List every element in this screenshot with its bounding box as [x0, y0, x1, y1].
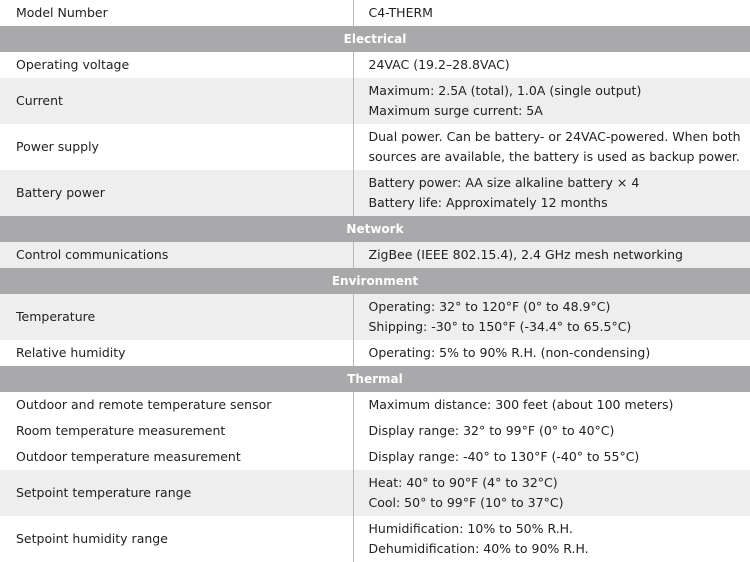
spec-value-cell	[353, 418, 750, 444]
spec-label: Relative humidity	[0, 340, 353, 366]
spec-value-cell	[353, 340, 750, 366]
spec-value-line: Cool: 50° to 99°F (10° to 37°C)	[369, 493, 750, 513]
spec-row-setpoint-humidity-range	[0, 516, 750, 562]
section-title: Environment	[0, 268, 750, 294]
spec-row-battery-power	[0, 170, 750, 216]
spec-row-outdoor-temperature-measurement	[0, 444, 750, 470]
spec-value-line: Battery life: Approximately 12 months	[369, 193, 750, 213]
spec-value-line: Humidification: 10% to 50% R.H.	[369, 519, 750, 539]
spec-value-cell	[353, 170, 750, 216]
spec-row-operating-voltage	[0, 52, 750, 78]
spec-label: Control communications	[0, 242, 353, 268]
spec-value-line: Maximum: 2.5A (total), 1.0A (single output)	[369, 81, 750, 101]
section-header-thermal	[0, 366, 750, 392]
spec-label: Power supply	[0, 124, 353, 170]
spec-value-cell	[353, 294, 750, 340]
spec-value-line: Operating: 32° to 120°F (0° to 48.9°C)	[369, 297, 750, 317]
spec-value-line: Heat: 40° to 90°F (4° to 32°C)	[369, 473, 750, 493]
spec-label: Outdoor temperature measurement	[0, 444, 353, 470]
spec-value-line: ZigBee (IEEE 802.15.4), 2.4 GHz mesh networking	[369, 245, 750, 265]
spec-row-setpoint-temperature-range	[0, 470, 750, 516]
spec-value-cell	[353, 470, 750, 516]
spec-row-outdoor-and-remote-temperature-sensor	[0, 392, 750, 418]
section-header-environment	[0, 268, 750, 294]
spec-value-line: Display range: -40° to 130°F (-40° to 55°C)	[369, 447, 750, 467]
spec-value-line: C4-THERM	[369, 3, 750, 23]
spec-row-room-temperature-measurement	[0, 418, 750, 444]
spec-label: Setpoint humidity range	[0, 516, 353, 562]
spec-value-cell	[353, 516, 750, 562]
spec-row-control-communications	[0, 242, 750, 268]
section-title: Thermal	[0, 366, 750, 392]
spec-value-line: 24VAC (19.2–28.8VAC)	[369, 55, 750, 75]
spec-value-cell	[353, 78, 750, 124]
spec-value-cell	[353, 0, 750, 26]
section-header-electrical	[0, 26, 750, 52]
spec-value-cell	[353, 392, 750, 418]
spec-value-cell	[353, 444, 750, 470]
spec-label: Room temperature measurement	[0, 418, 353, 444]
spec-value-line: Maximum surge current: 5A	[369, 101, 750, 121]
spec-value-cell	[353, 52, 750, 78]
spec-label: Current	[0, 78, 353, 124]
spec-row-power-supply	[0, 124, 750, 170]
spec-value-line: Battery power: AA size alkaline battery × 4	[369, 173, 750, 193]
spec-value-line: Maximum distance: 300 feet (about 100 meters)	[369, 395, 750, 415]
spec-row-current	[0, 78, 750, 124]
spec-label: Temperature	[0, 294, 353, 340]
spec-value-line: Shipping: -30° to 150°F (-34.4° to 65.5°C)	[369, 317, 750, 337]
spec-value-line: Dehumidification: 40% to 90% R.H.	[369, 539, 750, 559]
spec-label: Operating voltage	[0, 52, 353, 78]
spec-value-cell	[353, 124, 750, 170]
spec-row-relative-humidity	[0, 340, 750, 366]
spec-label: Setpoint temperature range	[0, 470, 353, 516]
spec-value-line: Dual power. Can be battery- or 24VAC-powered. When both	[369, 127, 750, 147]
section-header-network	[0, 216, 750, 242]
spec-label: Model Number	[0, 0, 353, 26]
spec-value-line: sources are available, the battery is used as backup power.	[369, 147, 750, 167]
spec-value-line: Display range: 32° to 99°F (0° to 40°C)	[369, 421, 750, 441]
spec-label: Outdoor and remote temperature sensor	[0, 392, 353, 418]
spec-value-cell	[353, 242, 750, 268]
section-title: Electrical	[0, 26, 750, 52]
section-title: Network	[0, 216, 750, 242]
spec-row-temperature	[0, 294, 750, 340]
spec-label: Battery power	[0, 170, 353, 216]
spec-value-line: Operating: 5% to 90% R.H. (non-condensing)	[369, 343, 750, 363]
spec-row-model-number	[0, 0, 750, 26]
